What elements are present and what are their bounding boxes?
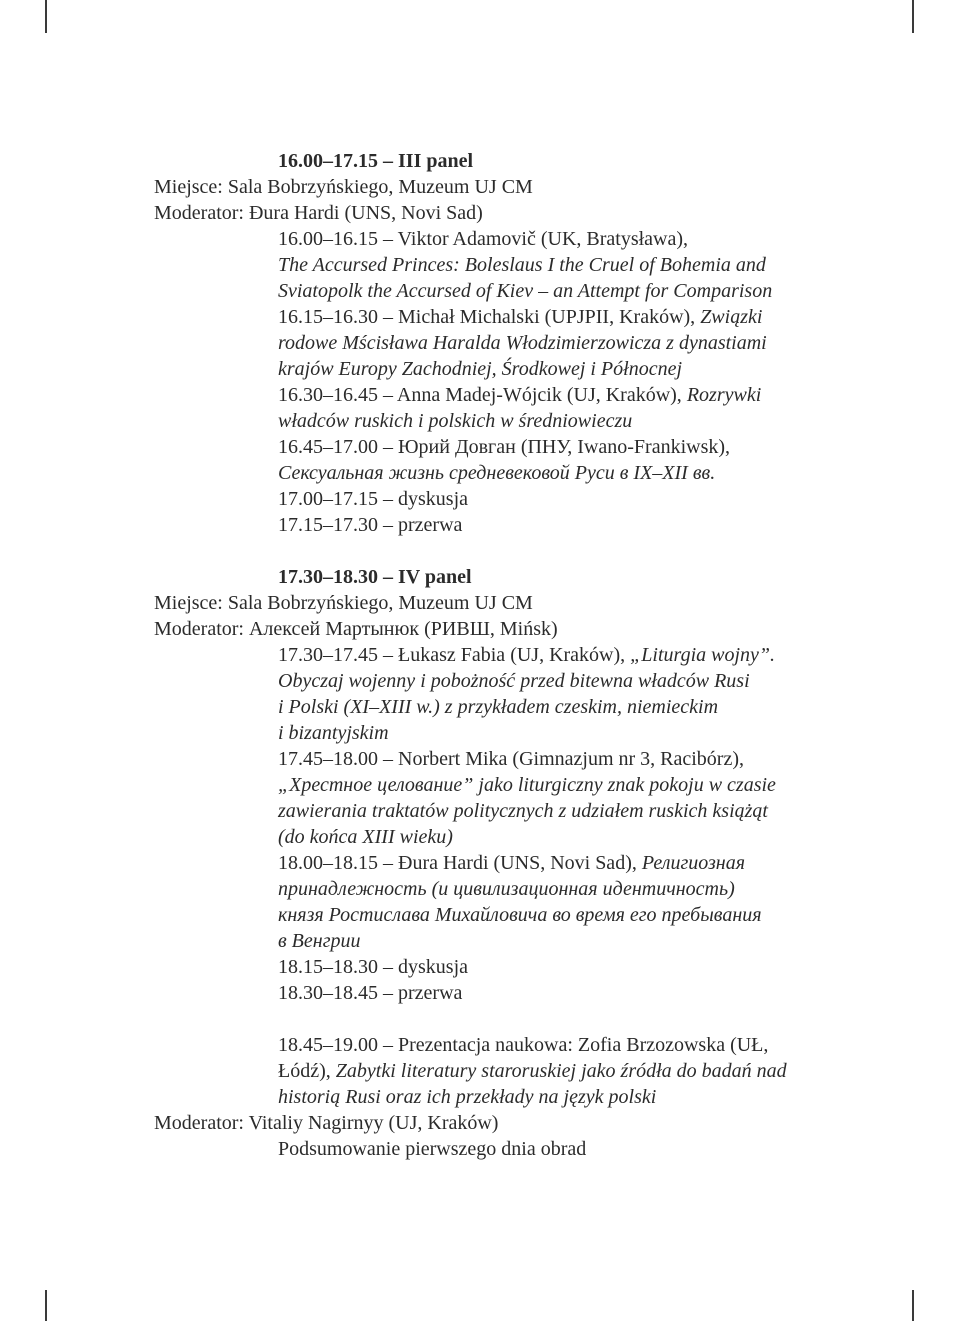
talk-title: „Liturgia wojny”. — [630, 644, 776, 666]
speaker-text: 16.30–16.45 – Anna Madej-Wójcik (UJ, Kraków), — [278, 384, 687, 406]
panel-4-break: 18.30–18.45 – przerwa — [278, 982, 463, 1004]
panel-4-discussion: 18.15–18.30 – dyskusja — [278, 956, 468, 978]
presentation-line — [154, 1058, 824, 1084]
panel-3-talk-3 — [154, 382, 824, 434]
panel-3-talk-2 — [154, 304, 824, 382]
talk-title: принадлежность (и цивилизационная идентичность) — [278, 878, 735, 900]
talk-time-speaker: 17.45–18.00 – Norbert Mika (Gimnazjum nr 3, Racibórz), — [278, 748, 745, 770]
talk-title: krajów Europy Zachodniej, Środkowej i Północnej — [278, 358, 683, 380]
presentation-title: historią Rusi oraz ich przekłady na język polski — [278, 1086, 657, 1108]
talk-title: Związki — [700, 306, 763, 328]
panel-3-venue: Miejsce: Sala Bobrzyńskiego, Muzeum UJ CM — [154, 176, 533, 198]
panel-3-moderator: Moderator: Đura Hardi (UNS, Novi Sad) — [154, 202, 483, 224]
talk-title: князя Ростислава Михайловича во время его пребывания — [278, 904, 762, 926]
talk-title: Sviatopolk the Accursed of Kiev – an Attempt for Comparison — [278, 280, 773, 302]
talk-time-speaker — [154, 304, 824, 330]
crop-mark-bottom-right — [912, 1290, 914, 1321]
panel-4-venue: Miejsce: Sala Bobrzyńskiego, Muzeum UJ CM — [154, 592, 533, 614]
closing-presentation — [154, 1032, 824, 1110]
talk-title: Rozrywki — [686, 384, 762, 406]
panel-4-talk-2 — [154, 746, 824, 850]
talk-time-speaker: 16.00–16.15 – Viktor Adamovič (UK, Bratysława), — [278, 228, 689, 250]
talk-time-speaker — [154, 850, 824, 876]
talk-title: в Венгрии — [278, 930, 361, 952]
panel-3-break: 17.15–17.30 – przerwa — [278, 514, 463, 536]
panel-4-heading: 17.30–18.30 – IV panel — [278, 566, 472, 588]
speaker-text: 16.15–16.30 – Michał Michalski (UPJPII, Kraków), — [278, 306, 701, 328]
talk-title: „Хрестное целование” jako liturgiczny znak pokoju w czasie — [278, 774, 776, 796]
closing-moderator: Moderator: Vitaliy Nagirnyy (UJ, Kraków) — [154, 1112, 499, 1134]
closing-summary: Podsumowanie pierwszego dnia obrad — [278, 1138, 587, 1160]
crop-mark-top-left — [45, 0, 47, 33]
panel-3-talk-4 — [154, 434, 824, 486]
panel-4-moderator: Moderator: Алексей Мартынюк (РИВШ, Mińsk) — [154, 618, 558, 640]
talk-title: The Accursed Princes: Boleslaus I the Cruel of Bohemia and — [278, 254, 766, 276]
crop-mark-bottom-left — [45, 1290, 47, 1321]
presentation-title: Zabytki literatury staroruskiej jako źródła do badań nad — [335, 1060, 787, 1082]
speaker-text: 17.30–17.45 – Łukasz Fabia (UJ, Kraków), — [278, 644, 631, 666]
panel-4-talk-1 — [154, 642, 824, 746]
speaker-text: 18.00–18.15 – Đura Hardi (UNS, Novi Sad), — [278, 852, 642, 874]
talk-time-speaker — [154, 642, 824, 668]
talk-title: Obyczaj wojenny i pobożność przed bitewna władców Rusi — [278, 670, 750, 692]
panel-3-talk-1 — [154, 226, 824, 304]
spacer — [154, 1006, 824, 1032]
panel-3-discussion: 17.00–17.15 – dyskusja — [278, 488, 468, 510]
panel-3-heading: 16.00–17.15 – III panel — [278, 150, 474, 172]
talk-title: Религиозная — [641, 852, 746, 874]
talk-title: i Polski (XI–XIII w.) z przykładem czeskim, niemieckim — [278, 696, 719, 718]
talk-title: władców ruskich i polskich w średniowieczu — [278, 410, 633, 432]
panel-4-talk-3 — [154, 850, 824, 954]
talk-title: i bizantyjskim — [278, 722, 389, 744]
talk-title: Сексуальная жизнь средневековой Руси в IX–XII вв. — [278, 462, 716, 484]
crop-mark-top-right — [912, 0, 914, 33]
speaker-text: Łódź), — [278, 1060, 336, 1082]
talk-title: rodowe Mścisława Haralda Włodzimierzowicza z dynastiami — [278, 332, 767, 354]
talk-time-speaker: 16.45–17.00 – Юрий Довган (ПНУ, Iwano-Frankiwsk), — [278, 436, 731, 458]
talk-title: (do końca XIII wieku) — [278, 826, 453, 848]
spacer — [154, 538, 824, 564]
talk-title: zawierania traktatów politycznych z udziałem ruskich książąt — [278, 800, 768, 822]
program-page — [154, 148, 824, 1162]
talk-time-speaker — [154, 382, 824, 408]
presentation-time-speaker: 18.45–19.00 – Prezentacja naukowa: Zofia Brzozowska (UŁ, — [278, 1034, 769, 1056]
